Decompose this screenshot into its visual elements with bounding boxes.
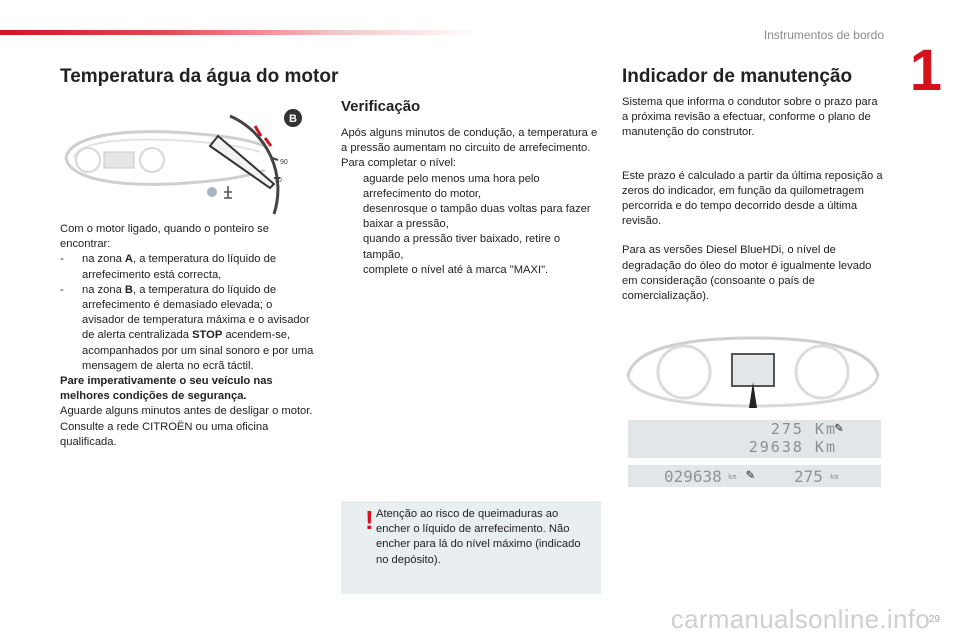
section-title-water-temp: Temperatura da água do motor [60,66,339,87]
check-lead: Para completar o nível: [341,157,457,170]
warning-panel [341,501,601,594]
list-item: quando a pressão tiver baixado, retire o tampão, [363,233,561,261]
gauge-zone-b-label: B [289,113,297,125]
consult-note: Consulte a rede CITROËN ou uma oficina qualificada. [60,420,269,448]
maintenance-p3: Para as versões Diesel BlueHDi, o nível de degradação do óleo do motor é igualmente levado em consideração (consoante o país de comercialização). [622,244,872,303]
list-item: complete o nível até à marca "MAXI". [363,263,549,276]
warning-text: Atenção ao risco de queimaduras ao encher o líquido de arrefecimento. Não encher para lá do nível máximo (indicado no depósito). [376,508,581,566]
water-temp-intro: Com o motor ligado, quando o ponteiro se encontrar: [60,223,269,251]
page-number: 29 [928,614,940,625]
gauge-tick-70: 70 [274,177,282,184]
odometer-unit: km [728,473,737,481]
maintenance-text [622,95,884,304]
service-value: 275 [794,467,823,486]
wrench-icon: ✎ [834,420,843,436]
list-item: - na zona B, a temperatura do líquido de arrefecimento é demasiado elevada; o avisador de temperatura máxima e o avisador de alerta centralizada STOP acendem-se, acompanhados por um sinal sonoro e por uma mensagem de alerta no ecrã táctil. [60,283,314,372]
safety-note: Pare imperativamente o seu veículo nas melhores condições de segurança. [60,375,273,403]
odometer-value: 029638 [664,467,722,486]
wait-note: Aguarde alguns minutos antes de desligar o motor. [60,405,313,418]
list-item: - na zona A, a temperatura do líquido de arrefecimento está correcta, [60,253,277,281]
maintenance-p2: Este prazo é calculado a partir da última reposição a zeros do indicador, em função da quilometragem percorrida e do tempo decorrido desde a última revisão. [622,169,883,228]
section-title-maintenance: Indicador de manutenção [622,66,853,87]
watermark: carmanualsonline.info [670,604,930,634]
check-text [341,126,603,278]
maintenance-p1: Sistema que informa o condutor sobre o prazo para a próxima revisão a efectuar, conforme o plano de manutenção do construtor. [622,96,878,139]
section-title-check: Verificação [341,98,421,115]
chapter-number: 1 [909,38,942,103]
service-display-2 [628,465,881,487]
service-unit: km [830,473,839,481]
service-display-1 [628,420,881,458]
check-intro: Após alguns minutos de condução, a temperatura e a pressão aumentam no circuito de arrefecimento. [341,127,598,155]
odometer-readout: 29638 Km [748,438,837,456]
gauge-tick-90: 90 [280,159,288,166]
service-remaining-readout: 275 Km [770,420,837,438]
water-temp-text [60,222,316,450]
list-item: desenrosque o tampão duas voltas para fazer baixar a pressão, [363,203,591,231]
wrench-icon: ✎ [746,467,755,483]
list-item: aguarde pelo menos uma hora pelo arrefecimento do motor, [363,172,540,200]
header-accent-bar [0,30,480,35]
coolant-gauge-illustration [60,106,310,218]
dashboard-illustration [624,330,882,412]
warning-exclamation-icon: ! [365,505,374,535]
chapter-title: Instrumentos de bordo [763,28,884,42]
